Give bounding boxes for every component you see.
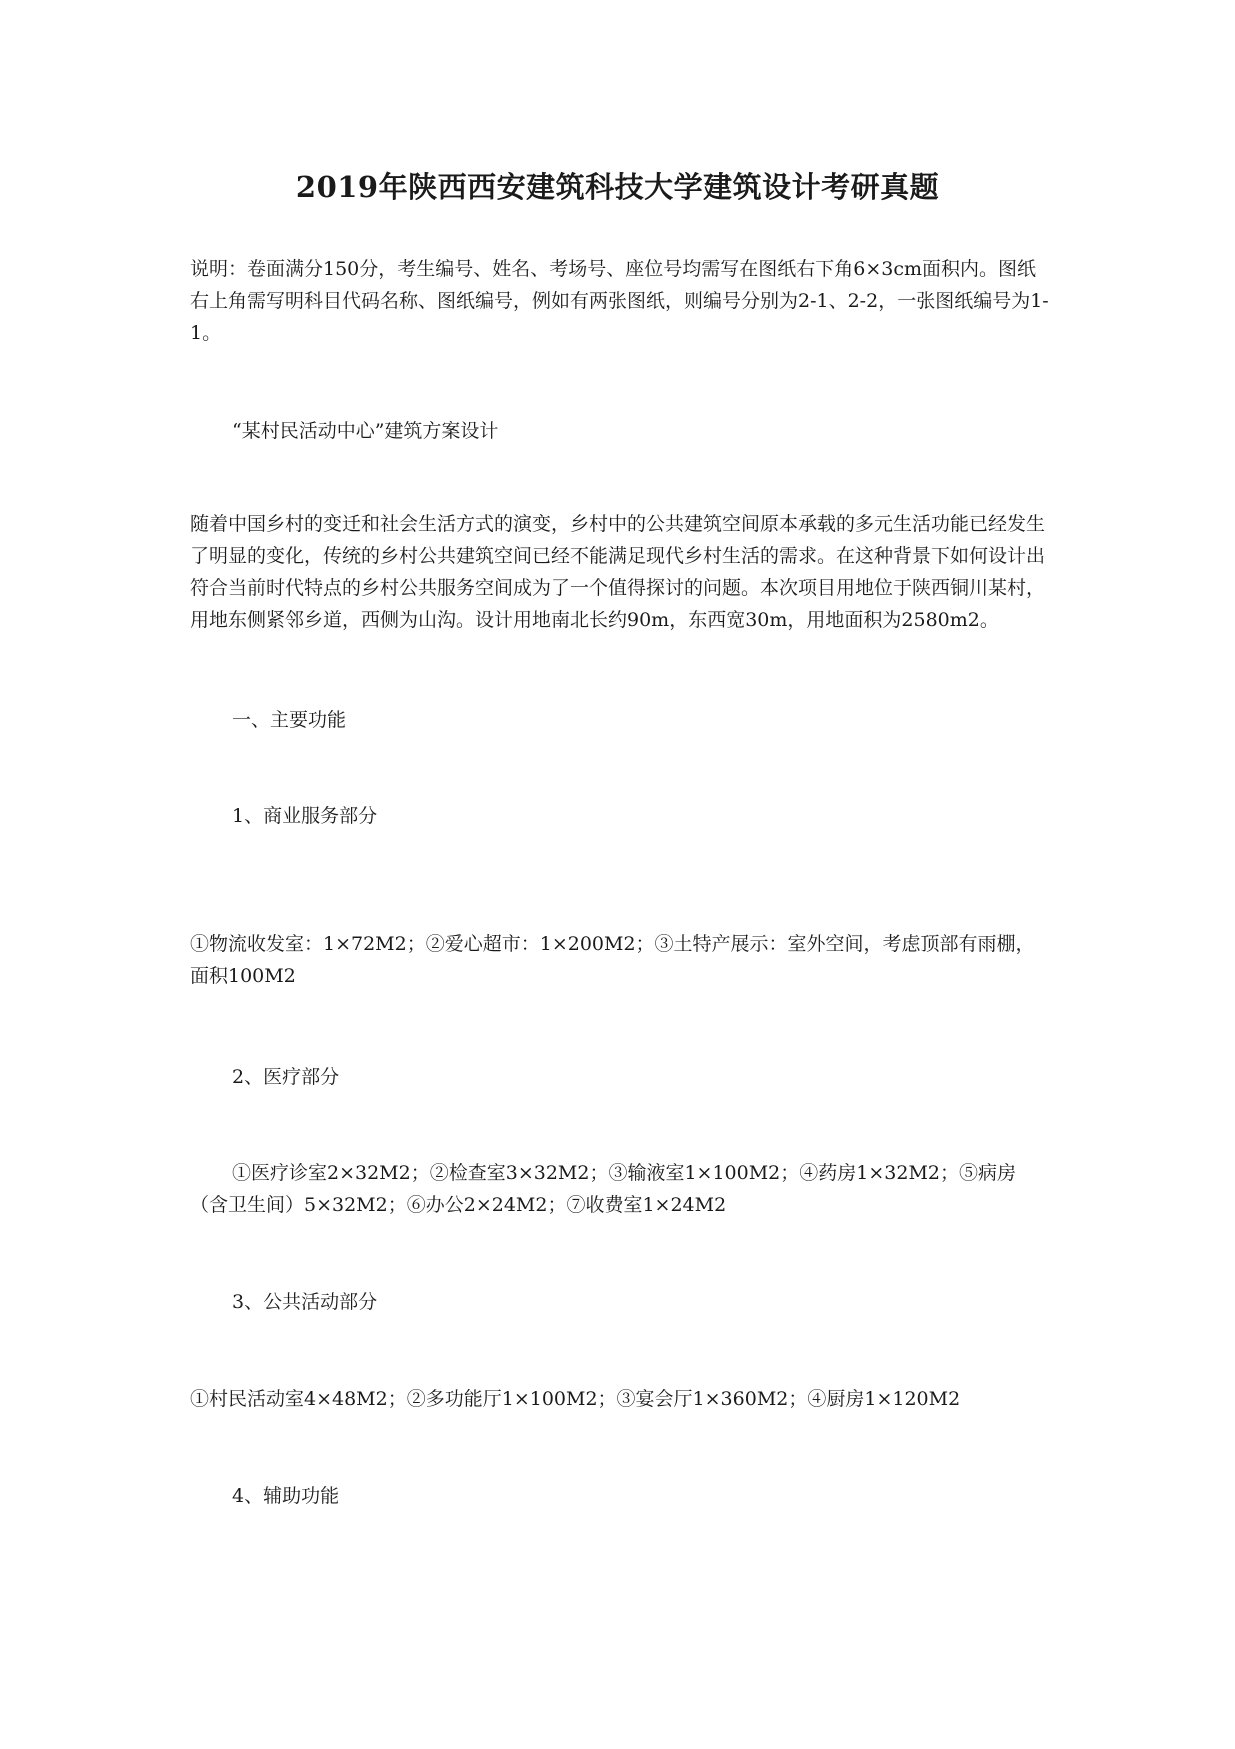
- section-main-heading: 一、主要功能: [232, 709, 347, 731]
- instructions-paragraph: 说明：卷面满分150分，考生编号、姓名、考场号、座位号均需写在图纸右下角6×3cm面积内。图纸右上角需写明科目代码名称、图纸编号，例如有两张图纸，则编号分别为2-1、2-2，一张图纸编号为1-1。: [190, 258, 1049, 344]
- background-paragraph: 随着中国乡村的变迁和社会生活方式的演变，乡村中的公共建筑空间原本承载的多元生活功能已经发生了明显的变化，传统的乡村公共建筑空间已经不能满足现代乡村生活的需求。在这种背景下如何设计出符合当前时代特点的乡村公共服务空间成为了一个值得探讨的问题。本次项目用地位于陕西铜川某村，用地东侧紧邻乡道，西侧为山沟。设计用地南北长约90m，东西宽30m，用地面积为2580m2。: [190, 513, 1046, 631]
- section-heading-commercial: 1、商业服务部分: [232, 805, 378, 827]
- section-heading-medical: 2、医疗部分: [232, 1066, 340, 1088]
- section-heading-auxiliary: 4、辅助功能: [232, 1485, 340, 1507]
- document-title: 2019年陕西西安建筑科技大学建筑设计考研真题: [295, 170, 940, 204]
- section-content-commercial: ①物流收发室：1×72M2；②爱心超市：1×200M2；③土特产展示：室外空间，考虑顶部有雨棚，面积100M2: [190, 933, 1035, 987]
- project-title: “某村民活动中心”建筑方案设计: [232, 420, 499, 442]
- section-content-medical: ①医疗诊室2×32M2；②检查室3×32M2；③输液室1×100M2；④药房1×32M2；⑤病房（含卫生间）5×32M2；⑥办公2×24M2；⑦收费室1×24M2: [190, 1162, 1017, 1216]
- section-content-public: ①村民活动室4×48M2；②多功能厅1×100M2；③宴会厅1×360M2；④厨房1×120M2: [190, 1388, 961, 1410]
- section-heading-public: 3、公共活动部分: [232, 1291, 378, 1313]
